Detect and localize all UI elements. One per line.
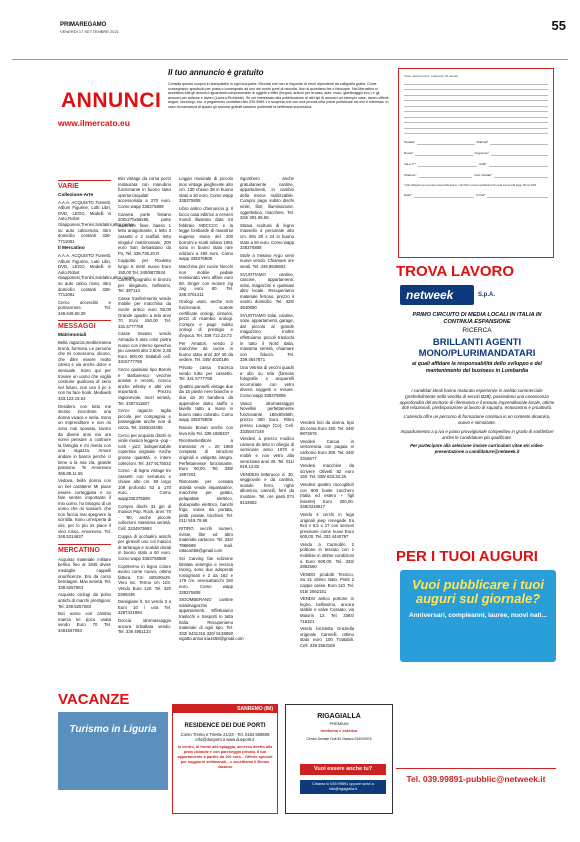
coupon-hint: (massimo 20 parole) (431, 74, 459, 78)
ad-item: RITIRO vecchi numeri, riviste, libri ed altro materiale cartaceo. Tel. 334/ 7865699 mail. ratacart58@gmail.com (179, 526, 233, 554)
job-line-4: ai quali affidare la responsabilità dello sviluppo e del mantenimento del business in Lombardia (412, 361, 542, 374)
ad-item: Stufe a metano Argo semi nuove vendo. Chiamare ore serali. Tel. 349.8535603 (240, 252, 294, 269)
ad-item: Vendesi a prezzo modico camera da letto in ciliegio di verniciare anno 1970 e mobili e non vetro alla veneziana anni 30. Tel. 011/ 919.12.82 (240, 436, 294, 470)
rigagialla-cta: Vuoi essere anche tu? (300, 764, 386, 775)
ad-item: Damigiane lt. 54 vendo 3 a Euro 10 / una Tel. 3287431894 (118, 599, 171, 616)
ad-item: Cerco ragazze taglia piccola per compagnia e passeggiate anche non di razza. Tel. 3393044485 (118, 408, 171, 430)
via-input[interactable] (418, 162, 478, 167)
trova-lavoro-heading: TROVA LAVORO (396, 263, 515, 280)
ad-item: Acquisto materiale militare bellico fino al 1945 divise medaglie cappelli onorificenze. Ero da corso beretagne. Max serietà. Tel. 339.5257683 (58, 556, 111, 590)
telefono-input[interactable] (419, 173, 473, 178)
field-via: Via e n°* (404, 162, 416, 166)
field-telefono: Telefono* (404, 173, 417, 177)
ad-item: Vedova, bella donna con un bel carattere! Mi piace essere corteggiata e so fare sentire importante il mio uomo, ho bisogno di un uomo che mi sussurri, che non faccia mai spegnere la scintilla. Sono un'esperta di vini, per lo più mi piace il vino rosso. Amoreveo. Tel. 348.5314637 (58, 478, 111, 540)
field-citta: Città* (479, 162, 487, 166)
ad-item: VENDO prodotti Tecnico, Su 21 ottimo stato. Piotti 2 coppie casse. Euro 110. Tel. 015/ 2562151 (300, 571, 354, 594)
coupon-title: Testo dell'annuncio (massimo 20 parole) (404, 74, 459, 78)
ad-item: Casse trasferimento vendo mobile per macchina da cucire antico euro 50,00 Grande quadro a tela anni 70 Euro 150,00 Tel. 331.5777768 (118, 295, 171, 329)
ad-item: A.A.A. ACQUISTO Fumetti, Album Figurine, Lotti Libri, DVD, LEGO, Modelli in Auto,Robot Giapponesi,Trenini,Soldatini,altro,nuove su auto calciomoto, ritiro domicilio contanti 328-7711081 (58, 199, 135, 244)
ad-item: Como - di legno vintage tre cassetti con serratura e chiave alto cm. 89 largo 109 profondo 53 a 170 euro. Como wapp335375808 (118, 468, 171, 502)
free-ad-title: Il tuo annuncio è gratuito (168, 68, 264, 77)
page-number: 55 (551, 18, 566, 33)
nome-input[interactable] (415, 151, 472, 156)
ad-item: Vendesi quattro raccoglitori con 900 buste zucchero (Italia ed estero + figli inserite) Euro 250,00. 349/3318617 (300, 481, 354, 510)
ad-item: Copritermo in legno colore avorio come nuovo, ottima fattura. Cm 180x90x29. Vero inc. Termo cm 103. Vendo Euro 120. Tel. 320 0309436 (118, 563, 171, 597)
ad-item: Orologi usati, anche non funzionanti, scatole certificate orologi, cinturini, pezzi di ricambio orologi. Compro e pago subito orologi di prestigio e d'epoca. Tel. 339 713.23.73 (179, 299, 233, 339)
vacanze-heading: VACANZE (58, 691, 130, 708)
column-3 (179, 176, 244, 644)
job-headline (398, 312, 556, 374)
ad-item: Ricetrasmettitore a transistor AI = 20 1960 completa di istruzioni originali e valigetta integra. Perfettamente funzionante. Euro 90,00. Tel. 339/ 1997201 (179, 438, 233, 477)
auguri-sub: Anniversari, compleanni, lauree, nuovi nati... (409, 612, 547, 619)
job-line-2: RICERCA (462, 327, 492, 334)
field-codfiscale: Cod. Fiscale* (474, 173, 493, 177)
ad-item: Casse travaso vendo Armadio 5 ante color pietra nuovo con interno speechio piu cassetti alto 2,50m 2,35 Euro 500,00 trattabili cell. 3315777768 (118, 331, 171, 365)
ad-item: Vendesi macchine da scrivere Olivetti 82 euro 150. Tel. 339/ 633.33.26 (300, 463, 354, 480)
job-apply: Per partecipare alla selezione inviare curriculum vitae e/o video-presentazione a candidature@netweek.it (410, 443, 544, 455)
auguri-ad (400, 570, 556, 662)
ad-item: Doccia idromassaggio ancora imballata vendo. Tel. 338 4951133 (118, 617, 171, 635)
rigagialla-listing: Centro Dentale Dott 84 Osasco 034020576 (306, 737, 372, 741)
residence-ad (172, 704, 278, 814)
field-nome: Nome* (404, 151, 414, 155)
ad-item: Coppia di occhialini antichi per giravolt uno col manico di tartaruga e scatola dorati in buono stato a 60 euro. Como wapp 3353758588 (118, 533, 171, 561)
rigagialla-category: medicina e estetica (320, 728, 358, 733)
section-mercatino: MERCATINO (58, 544, 111, 555)
ad-item: Statua scultura di legno massello 4 personale alto cm. 80x 28 x 24 in buono stato a 60 euro. Como wapp 335375808 (240, 222, 294, 251)
ad-item: Vendesi bici da donna, tipo da corsa Euro 150. Tel. 349/ 9873976 (300, 420, 354, 437)
ad-item: Carrelli tipografici in bronzo per rilegatura, bellissimi, Tel. 397114 (118, 277, 171, 294)
ad-item: Una Vetrina di vecchi quadri a olio su tela (famose fotografie e acquerelli incorniciate con vetro diversi soggetti e misure. Como wapp 335375808 (240, 365, 294, 398)
job-body (398, 388, 556, 458)
column-4 (240, 176, 294, 507)
ad-item: Libro antico d'annuncio g. Il lucco casa editrice a cervieri mondi illustrato data XII febbraio MDCCCC e la legge lombarde di maestrioi eugenio storia del 200 borromi e scotti milano 1851 sono in buono stato rare edizioni a 490 euro. Como wapp 335375808 (179, 205, 233, 262)
ad-item: Cerco per acquisto dischi in vinile musica leggera -pop -rock - jazz; indispensabile copertina originale. Anche grosse quantità, e intere collezioni. Tel. 347 9175032 (118, 432, 171, 466)
ad-item: SVUOTIAMO solai, cantine, solai, appartamenti, garage, dal piccolo al grande magazzino. Inoltre effettuiamo piccoli traslochi in tutto il Nord Italia, massima serietà, chiamare con fiducia. Tel. 339.4647871 (240, 312, 294, 363)
residence-location: SANREMO (IM) (173, 705, 277, 713)
ad-coupon[interactable] (398, 68, 554, 258)
sub-collezione: Collezione-Arte (58, 193, 94, 198)
auguri-headline: Vuoi pubblicare i tuoi auguri sul giornale? (412, 577, 544, 606)
coupon-note: * Dati obbligatori per prendere nella pubblicazione. I dati NON verranno pubblicati ai fini delle norme sulla legge 196 del 2003. (404, 184, 537, 187)
residence-name: RESIDENCE DEI DUE PORTI (184, 723, 266, 729)
issue-date: VENERDÌ 17 SETTEMBRE 2021 (60, 29, 119, 34)
page-header (12, 10, 568, 60)
job-para: L'azienda offre un percorso di formazione continua in un contesto dinamico, nuovo e stimolante. (403, 414, 551, 425)
testata-input[interactable] (417, 140, 475, 145)
ad-item: Vendo 4 cerchi in lega originali jeep renegade tra 8x4 x 6,5 x 17 con sensori pressione come nuovi Euro 600,00. Tel. 333 4440797 (300, 511, 354, 540)
section-messaggi: MESSAGGI (58, 320, 111, 331)
field-cognome: Cognome* (474, 151, 489, 155)
column-2 (118, 176, 171, 637)
netweek-logo: netweek (400, 285, 474, 305)
rigagialla-logo: RIGAGIALLA (317, 713, 361, 720)
ad-item: Per Amatori, vendo 2 macchine da cucire in buono stato anni 30/ 40 da vedere. Tel. 349/ 4020186 (179, 340, 233, 363)
sub-matrimoniali: Matrimoniali (58, 333, 87, 339)
ad-item: Bella ragazza,mediterranea bruna, formosa. Le persone che mi conoscono, dicono, che ditre essere molto carina e sia anche dolce e sensuale. Sono qui per trovare un uomo che voglia costruire qualcosa di serio nel futuro, non uso il pc e non ho face book. Mediweb 333.123.15.63 (58, 340, 111, 401)
citta-input[interactable] (489, 162, 549, 167)
field-firma: Firma* (476, 193, 486, 197)
ad-item: Leggio musicale di piccolo inox vintage pieghevole alto cm. 130 chiuso 38 in buono stato a 30 euro. Como wapp 335375808 (179, 176, 233, 204)
field-rubrica: Rubrica* (476, 140, 489, 144)
ad-item: Cerco qualsiasi tipo Barolo e Barbaresco vecchie annate e recenti, ricerco anche whisky e altri vini importanti. Prezzo ragionevole, mezi serietà, Tel. 3387311827 (118, 367, 171, 406)
job-line-3: BRILLANTI AGENTI MONO/PLURIMANDATARI (418, 337, 536, 359)
rigagialla-premium: PREMIUM (329, 721, 349, 726)
job-para: I candidati ideali hanno maturato esperienze in ambito commerciale (preferibilmente nella vendita di servizi B2B), possiedono una conoscenza approfondita del territorio di riferimento e il tessuto imprenditoriale locale, ottime doti relazionali, predisposizione al lavoro di squadra, entusiasmo e proattività. (399, 388, 555, 411)
ad-item: Privato cassa tracisca vendo tutto per cassetto. Tel. 331 5777768 (179, 365, 233, 382)
ad-item: Desidero con tutto me stesso incontrare una donna vivace e seria. Sono un imprenditore e non mi sono mai sposato, lavoro da diversi anni ma ora vorrei pensare a costruire la famiglia e mi rivedo con una ragazza. Amore andare in banca perché ci tiene a la mia zia, grande passione. Te Amoreveo 366.89.11.55 (58, 403, 111, 476)
paper-name: PRIMAREGAMO (60, 22, 107, 28)
field-data: Data* (404, 193, 412, 197)
residence-contact: Corso Trento e Trieste 21/23 - Tel. 0184 508506 info@dueporti.it www.dueporti.it (180, 732, 270, 743)
ad-item: VENDO antico portone in legno, bellissimo, ancora stabile e valve Cossato, via Maiorin 12. Tel. 3384/ 716321 (300, 596, 354, 624)
sub-mercatino: Il Mercatino (58, 246, 85, 252)
ad-item: Cappotto per Rouletto lungo 6 metri nuovo Euro 150,00 Tel. 340/9873934 (118, 258, 171, 275)
ad-item: Camera porte fissano 200x270x58x95, parte superiore fisse, basso 1 letto ariagomante, 1 letto 3 cassetti e 2 scaffali, letto singolo/ matrimoniale, 200 euro San Sebastiano da Po, Tel. 339.736.20.R (118, 211, 171, 256)
footer-phone: Tel. 039.99891-pubblic@netweek.it (396, 768, 556, 788)
ad-item: Sgombero anche gratuitamente cantine, appartamenti, in cambio della merce riutilizzabile. Compro pago subito dischi vinile, libri, illuminazione, oggettistica, macchine. Tel. 334/ 391.06.56 (240, 176, 294, 221)
ad-item: Sci Carving fan edizione limitata senergia e tecnica racing, sono due adoperati rossigrinati e 2 da 162 e 176 cm. sereicattacchi 150 euro. Como wapp 335375808 (179, 556, 233, 595)
data-input[interactable] (414, 193, 475, 198)
ad-item: Acquisto orologi da polso antichi di marchi prestigiosi. Tel. 339.5257683 (58, 592, 111, 609)
website-link[interactable]: www.ilmercato.eu (58, 118, 130, 128)
ad-item: Ristorante per cessata attività vende impastatrice, macchina per gelato, pelapatate elettrico, dolcepiatte elettrico, banchi frigo, vasca da portata, piatti, posate, bicchieri. Tel. 011/ 919.79.98 (179, 479, 233, 524)
ad-item: SIGOMBERANO cantine solaimagazzini appartamenti. Effettuiamo traslochi e trasporti in tutta Italia. Recuperiamo materiale di ogni tipo. Tel. 333/ 6431316 320/ 8138060 vigatto.annuncia4s58@gmail.com (179, 597, 244, 642)
ad-item: A.A.A. ACQUISTO Fumetti, Album Figurine, Lotti Libri, DVD, LEGO, Modelli in Auto,Robot Giapponesi,Trenini,Soldatini,altro,nuove su auto calcio moto, ritiro domicilio contanti 328-7711081 (58, 252, 135, 298)
codfiscale-input[interactable] (494, 173, 548, 178)
section-varie: VARIE (58, 180, 111, 191)
rubrica-input[interactable] (490, 140, 548, 145)
firma-input[interactable] (487, 193, 548, 198)
free-ad-box (168, 68, 390, 168)
cognome-input[interactable] (491, 151, 548, 156)
free-ad-body: Compila questo coupon in stampatello in ogni sua parte. Ricorda che non si risponde di errori dipendenti da calligrafia grafia. Come consegnarlo: spedisclo per posta o consegnato ad uno dei nostri punti di raccolta. Non si accettano fax o fotocopie. Nel Mercatino si accettano tutti gli annunci riguardanti compravendite di oggetti e affini (furgoni, articoli per la casa, auto, moto, giardinaggio ecc.) e gli annunci per auttone e lavoro (Lavoro-Richieste). Se vei interessato alla pubblicazione di altri tipi di annunci ad esempio case, lavoro offerte, auguri, necrologi, ecc. a pagamento contattaci allo 039.9989.1 e scoprirai che con una piccola cifra potrai pubblicare ciò che ti interessa. In caso di mancanza di spazio gli annunci gratuiti saranno pubblicati la settimana successiva. (168, 82, 390, 109)
ad-item: Compro dischi 33 giri di musica Pop, Rock, anni '70 - '80, anche piccole collezioni. Massima serietà. Cell. 3334973693 (118, 503, 171, 532)
ad-item: Quattro pannelli vintage due da 15 pieste nere bianche e due da 20 bandiera da appendere datro stuffa o lavello tatto a mano in buono stato colorato. Como wapp 335375808 (179, 383, 233, 423)
ad-item: VENDESI letterucce d. 30, seggiovole e da cantina, scatole ferro, righe alluminio, utensili, ferri da mostare. Tel. ore pasti 074 8133882 (240, 471, 294, 505)
field-testata: Testata* (404, 140, 415, 144)
annunci-heading: ANNUNCI (61, 89, 162, 112)
netweek-spa: S.p.A. (478, 292, 496, 298)
job-line-1: PRIMO CIRCUITO DI MEDIA LOCALI IN ITALIA IN CONTINUA ESPANSIONE (412, 312, 542, 325)
ad-item: Vasca idromassaggio Novellini perfettamente funzionante, 180x80x55h, prezzo 300 Euro. Ritiro presso Lavagn (Co). Cell. 3335047148 (240, 400, 294, 434)
ad-item: Vendo a Carmoblo 2 poltrone in tessuto con 1 mobilise in ottime condizioni a Euro 600,00. Tel. 333/ 2862560 (300, 541, 354, 570)
ad-item: SVUOTIAMO cantine, cascine, appartamenti, solai, magazzini e qualsiasi altro locale. Recuperiamo materiale ferroso, prezzo il vostro domicilio. Tel. 329/ 4540690 (240, 271, 294, 311)
ad-item: Vendo bicicletta Graziella originale Carnielli, ottimo stato euro 100 Trattabili. Cell. 339 2563169 (300, 626, 354, 648)
ad-item: Cerco accendini e portacenere. Tel. 349.649.60.29 (58, 299, 111, 316)
ad-item: Bici uomo con cambio marcia lei poco usata vendo Euro 70 Tel. 3491567083 (58, 611, 111, 633)
residence-offer: In centro, di fronte alla spiaggia, accesso diretto alla pista ciclabile e con parcheggio privato. Il tuo appartamento a partire da 100 euro... Offerte speciali per soggiorni settimanali... e accettiamo il Bonus Vacanze (177, 745, 273, 769)
turismo-title: Turismo in Liguria (69, 724, 157, 735)
ad-item: Bici vintage da corsa pezzi restaurata con manubrio funzionante in buono stato opertorcinquilati accessoriata a 270 euro. Como wapp 335375808 (118, 176, 171, 209)
ad-item: Vendesi Canoa in vetroresina con pagaia in carbonio Euro 300. Tel. 349/ 3316677 (300, 438, 354, 461)
auguri-heading: PER I TUOI AUGURI (396, 548, 538, 565)
turismo-ad (58, 712, 168, 790)
job-para: Inquadramento a p.iva e piano provvigionale competitivo in grado di soddisfare anche le candidature più qualificate. (400, 428, 554, 440)
rigagialla-ad (285, 704, 393, 814)
column-1 (58, 176, 135, 636)
ad-item: Macchina per cucire Necchi non mobile pedale revisionato vero affare euro 50. Singer con motore zig zag euro 80. Tel. 349.3761411 (179, 263, 233, 297)
column-4-tail (300, 420, 354, 651)
ad-item: Rasoio Brown anche con leva Kilo Tel. 339 1685337 (179, 424, 233, 436)
rigagialla-contact: Chiama lo 039.99891 oppure scrivi a info@rigagialla.it (300, 780, 386, 794)
